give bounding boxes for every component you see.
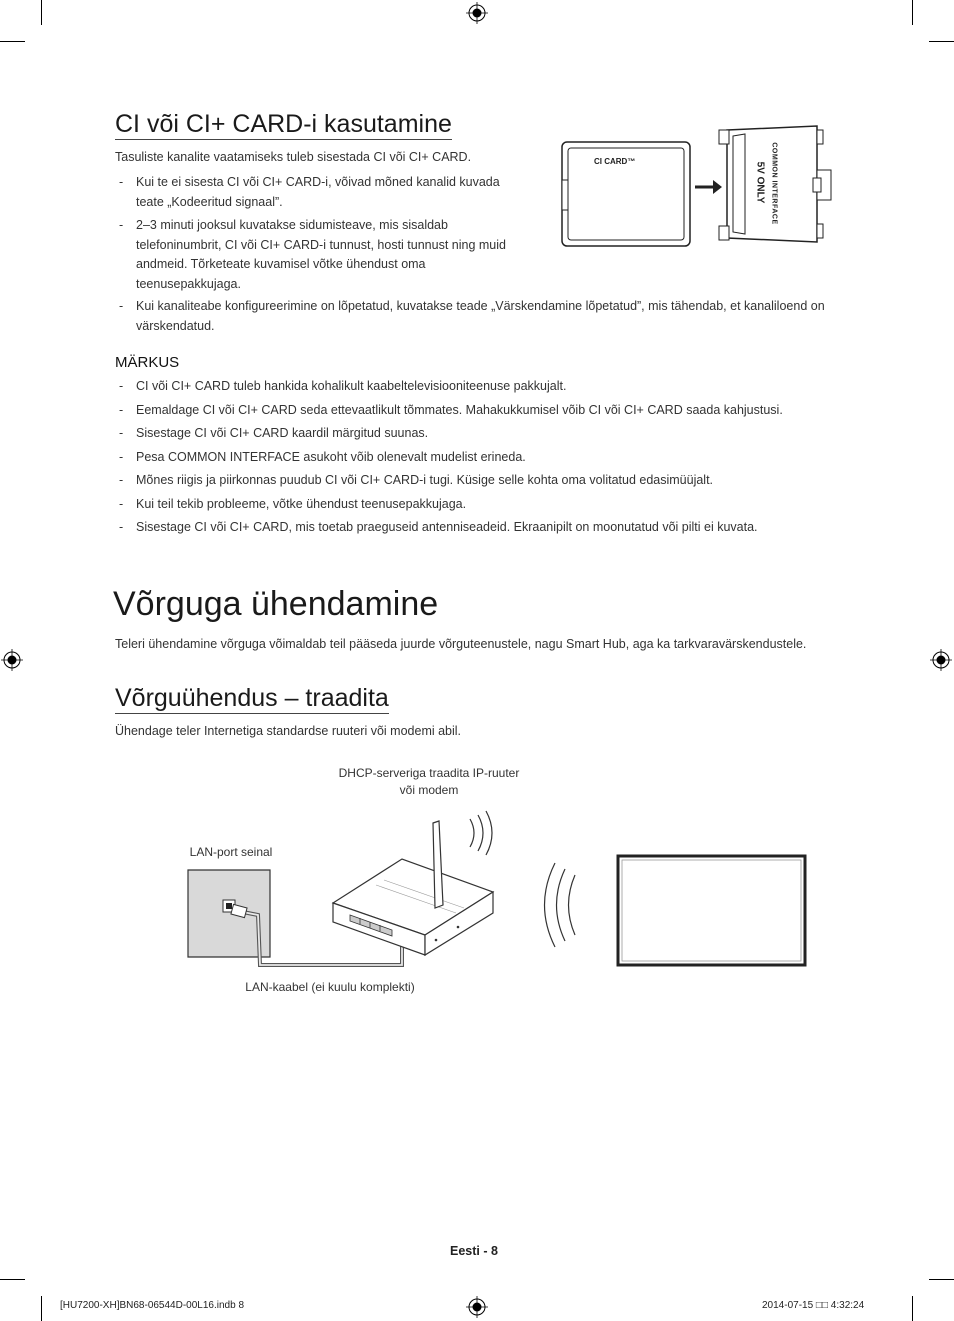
wireless-intro: Ühendage teler Internetiga standardse ruuteri või modemi abil.	[115, 724, 462, 738]
list-item: - Eemaldage CI või CI+ CARD seda ettevaatlikult tõmmates. Mahakukkumisel võib CI või CI+ CARD saada kahjustusi.	[115, 401, 855, 421]
registration-mark-icon	[930, 649, 952, 671]
list-item: - CI või CI+ CARD tuleb hankida kohalikult kaabeltelevisiooniteenuse pakkujalt.	[115, 377, 855, 397]
list-item: - Kui te ei sisesta CI või CI+ CARD-i, võivad mõned kanalid kuvada teate „Kodeeritud signaal”.	[115, 173, 515, 212]
section-title-network: Võrguga ühendamine	[113, 585, 439, 623]
router-caption: DHCP-serveriga traadita IP-ruuter või modem	[338, 766, 520, 797]
list-item: - Pesa COMMON INTERFACE asukoht võib olenevalt mudelist erineda.	[115, 448, 855, 468]
crop-mark	[41, 1296, 42, 1321]
crop-mark	[912, 0, 913, 25]
print-timestamp: 2014-07-15 □□ 4:32:24	[762, 1300, 865, 1311]
section-title-wireless: Võrguühendus – traadita	[115, 684, 389, 712]
section-title-ci-card: CI või CI+ CARD-i kasutamine	[115, 110, 452, 138]
ci-card-insertion-figure	[555, 120, 855, 250]
list-item: - Kui kanaliteabe konfigureerimine on lõpetatud, kuvatakse teade „Värskendamine lõpetatud”, mis tähendab, et kanaliloend on värskendatud.	[115, 297, 855, 336]
tv-icon	[618, 856, 805, 965]
ci-card-label: CI CARD™	[594, 157, 636, 166]
registration-mark-icon	[466, 2, 488, 24]
page-number: Eesti - 8	[450, 1244, 498, 1258]
crop-mark	[41, 0, 42, 25]
antenna-icon	[433, 821, 443, 908]
ci-card-intro: Tasuliste kanalite vaatamiseks tuleb sisestada CI või CI+ CARD.	[115, 150, 472, 164]
list-item: - Kui teil tekib probleeme, võtke ühendust teenusepakkujaga.	[115, 495, 855, 515]
crop-mark	[0, 41, 25, 42]
list-item: - Sisestage CI või CI+ CARD kaardil märgitud suunas.	[115, 424, 855, 444]
lan-cable-caption: LAN-kaabel (ei kuulu komplekti)	[245, 980, 415, 994]
wall-port-caption: LAN-port seinal	[189, 845, 273, 859]
router-icon	[333, 859, 493, 955]
crop-mark	[929, 1279, 954, 1280]
registration-mark-icon	[1, 649, 23, 671]
registration-mark-icon	[466, 1296, 488, 1318]
list-item: - 2–3 minuti jooksul kuvatakse sidumisteave, mis sisaldab telefoninumbrit, CI või CI+ CARD-i tunnust, hosti tunnust ning muid andmeid. Tõrketeate kuvamisel võtke ühendust oma teenusepakkujaga.	[115, 216, 515, 294]
slot-label-5v-only: 5V ONLY	[754, 161, 766, 204]
slot-label-common-interface: COMMON INTERFACE	[770, 142, 778, 225]
ci-card-bullets-wide	[115, 297, 855, 336]
wireless-network-diagram	[180, 805, 820, 980]
list-item: - Mõnes riigis ja piirkonnas puudub CI või CI+ CARD-i tugi. Küsige selle kohta oma volitatud edasimüüjalt.	[115, 471, 855, 491]
notes-title: MÄRKUS	[115, 354, 180, 371]
crop-mark	[0, 1279, 25, 1280]
tv-signal-icon	[545, 863, 576, 947]
network-intro: Teleri ühendamine võrguga võimaldab teil pääseda juurde võrguteenustele, nagu Smart Hub, aga ka tarkvaravärskendustele.	[115, 637, 807, 651]
ci-card-bullets	[115, 173, 515, 294]
insert-arrow-icon	[695, 180, 722, 194]
router-signal-icon	[470, 811, 492, 855]
list-item: - Sisestage CI või CI+ CARD, mis toetab praeguseid antenniseadeid. Ekraanipilt on moonutatud või pilti ei kuvata.	[115, 518, 855, 538]
crop-mark	[929, 41, 954, 42]
file-info: [HU7200-XH]BN68-06544D-00L16.indb 8	[60, 1300, 245, 1311]
notes-list	[115, 377, 855, 538]
crop-mark	[912, 1296, 913, 1321]
